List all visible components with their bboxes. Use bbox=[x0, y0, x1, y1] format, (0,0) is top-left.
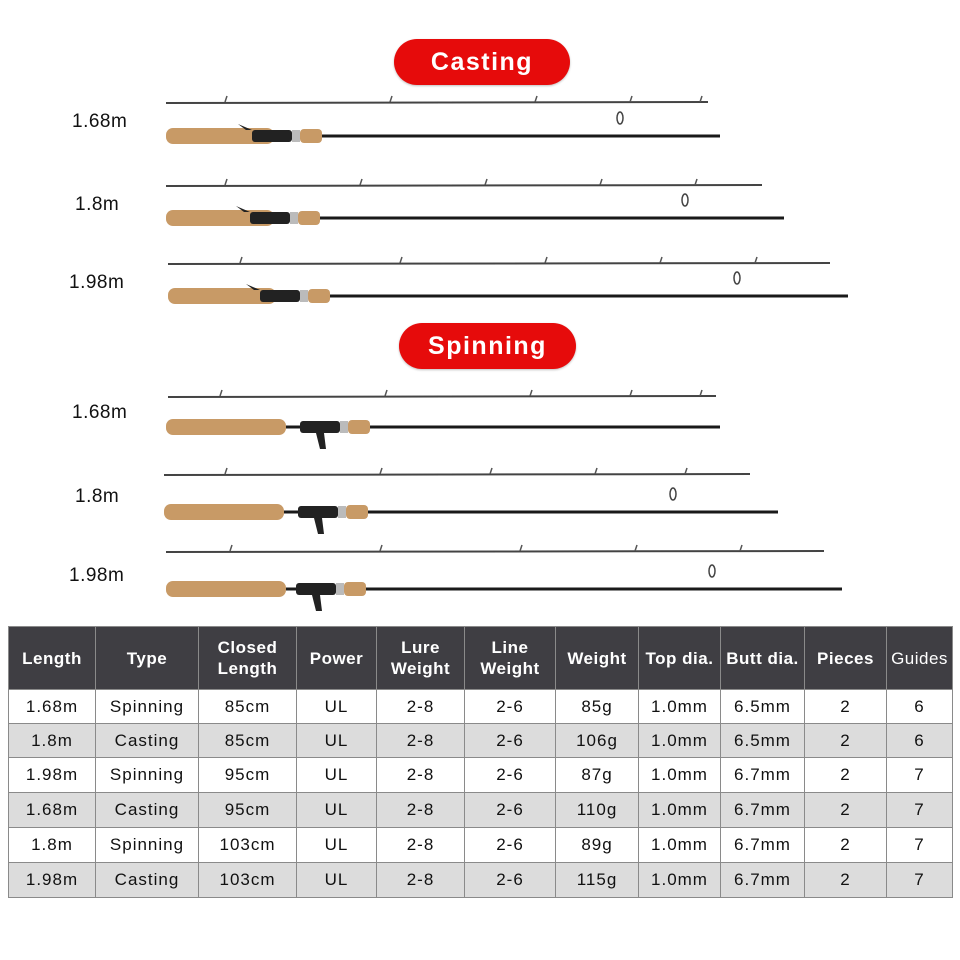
cell-top-dia: 1.0mm bbox=[639, 758, 721, 793]
cell-pieces: 2 bbox=[805, 793, 887, 828]
rod-guide bbox=[225, 96, 227, 102]
cell-weight: 85g bbox=[556, 690, 639, 724]
rod-reel-seat bbox=[298, 506, 338, 518]
rod-fore-grip bbox=[344, 582, 366, 596]
cell-weight: 87g bbox=[556, 758, 639, 793]
rod-guide-ring bbox=[617, 112, 623, 124]
rod-guide bbox=[755, 257, 757, 263]
rod-tip-section bbox=[166, 102, 708, 103]
rod-guide bbox=[600, 179, 602, 185]
rod-fore-grip bbox=[348, 420, 370, 434]
rod-fore-grip bbox=[346, 505, 368, 519]
header-lure-weight: Lure Weight bbox=[377, 627, 465, 690]
header-power: Power bbox=[297, 627, 377, 690]
cell-top-dia: 1.0mm bbox=[639, 690, 721, 724]
cell-length: 1.8m bbox=[9, 724, 96, 758]
header-pieces: Pieces bbox=[805, 627, 887, 690]
table-row bbox=[9, 828, 953, 863]
rod-winding-check bbox=[338, 506, 346, 518]
rod-tip-section bbox=[164, 474, 750, 475]
spinning-length-label-2: 1.8m bbox=[75, 486, 120, 507]
rod-guide-ring bbox=[709, 565, 715, 577]
cell-lure-weight: 2-8 bbox=[377, 863, 465, 898]
cell-closed-length: 95cm bbox=[199, 758, 297, 793]
rod-guide bbox=[530, 390, 532, 396]
rod-tip-section bbox=[166, 551, 824, 552]
rod-guide bbox=[380, 545, 382, 551]
table-row bbox=[9, 758, 953, 793]
rod-guide bbox=[360, 179, 362, 185]
spinning-section-label: Spinning bbox=[399, 323, 576, 369]
cell-guides: 6 bbox=[887, 724, 953, 758]
rod-guide bbox=[390, 96, 392, 102]
rod-fore-grip bbox=[300, 129, 322, 143]
cell-line-weight: 2-6 bbox=[465, 793, 556, 828]
spec-table-header-row bbox=[9, 627, 953, 690]
cell-butt-dia: 6.5mm bbox=[721, 690, 805, 724]
cell-guides: 7 bbox=[887, 863, 953, 898]
cell-length: 1.68m bbox=[9, 793, 96, 828]
cell-butt-dia: 6.7mm bbox=[721, 793, 805, 828]
table-row bbox=[9, 793, 953, 828]
rod-guide bbox=[490, 468, 492, 474]
cell-length: 1.98m bbox=[9, 758, 96, 793]
cell-guides: 7 bbox=[887, 758, 953, 793]
cell-closed-length: 103cm bbox=[199, 828, 297, 863]
rod-guide bbox=[595, 468, 597, 474]
cell-lure-weight: 2-8 bbox=[377, 793, 465, 828]
rod-tip-section bbox=[168, 263, 830, 264]
cell-type: Spinning bbox=[96, 690, 199, 724]
cell-butt-dia: 6.7mm bbox=[721, 758, 805, 793]
cell-power: UL bbox=[297, 793, 377, 828]
rod-guide bbox=[520, 545, 522, 551]
header-type: Type bbox=[96, 627, 199, 690]
rod-guide bbox=[225, 179, 227, 185]
rod-guide bbox=[630, 96, 632, 102]
rod-winding-check bbox=[300, 290, 308, 302]
cell-top-dia: 1.0mm bbox=[639, 793, 721, 828]
rod-guide bbox=[635, 545, 637, 551]
cell-lure-weight: 2-8 bbox=[377, 690, 465, 724]
cell-pieces: 2 bbox=[805, 863, 887, 898]
cell-lure-weight: 2-8 bbox=[377, 758, 465, 793]
rod-trigger bbox=[316, 433, 326, 449]
rod-guide bbox=[385, 390, 387, 396]
table-row bbox=[9, 863, 953, 898]
cell-closed-length: 85cm bbox=[199, 690, 297, 724]
rod-reel-seat bbox=[260, 290, 300, 302]
cell-closed-length: 85cm bbox=[199, 724, 297, 758]
rod-tip-section bbox=[168, 396, 716, 397]
cell-type: Casting bbox=[96, 724, 199, 758]
cell-butt-dia: 6.7mm bbox=[721, 863, 805, 898]
rod-cork-grip bbox=[166, 419, 286, 435]
rod-winding-check bbox=[336, 583, 344, 595]
rod-guide bbox=[630, 390, 632, 396]
cell-power: UL bbox=[297, 863, 377, 898]
cell-butt-dia: 6.7mm bbox=[721, 828, 805, 863]
cell-top-dia: 1.0mm bbox=[639, 828, 721, 863]
cell-pieces: 2 bbox=[805, 690, 887, 724]
rod-reel-seat bbox=[296, 583, 336, 595]
casting-length-label-1: 1.68m bbox=[72, 111, 128, 132]
cell-length: 1.8m bbox=[9, 828, 96, 863]
cell-power: UL bbox=[297, 758, 377, 793]
cell-top-dia: 1.0mm bbox=[639, 724, 721, 758]
rod-cork-grip bbox=[164, 504, 284, 520]
rod-cork-grip bbox=[168, 288, 276, 304]
rod-guide-ring bbox=[734, 272, 740, 284]
header-length: Length bbox=[9, 627, 96, 690]
rod-guide bbox=[225, 468, 227, 474]
cell-pieces: 2 bbox=[805, 724, 887, 758]
rod-trigger bbox=[314, 518, 324, 534]
table-row bbox=[9, 724, 953, 758]
casting-section-label: Casting bbox=[394, 39, 570, 85]
cell-type: Spinning bbox=[96, 828, 199, 863]
cell-line-weight: 2-6 bbox=[465, 724, 556, 758]
rod-guide bbox=[740, 545, 742, 551]
rod-guide bbox=[230, 545, 232, 551]
cell-pieces: 2 bbox=[805, 828, 887, 863]
rod-guide bbox=[240, 257, 242, 263]
rod-winding-check bbox=[290, 212, 298, 224]
header-butt-dia: Butt dia. bbox=[721, 627, 805, 690]
rod-guide bbox=[380, 468, 382, 474]
rod-guide bbox=[660, 257, 662, 263]
rod-guide bbox=[685, 468, 687, 474]
cell-power: UL bbox=[297, 690, 377, 724]
rod-winding-check bbox=[292, 130, 300, 142]
rod-fore-grip bbox=[298, 211, 320, 225]
cell-type: Spinning bbox=[96, 758, 199, 793]
rod-guide bbox=[400, 257, 402, 263]
rod-guide bbox=[220, 390, 222, 396]
header-weight: Weight bbox=[556, 627, 639, 690]
rod-guide bbox=[535, 96, 537, 102]
spec-table bbox=[8, 626, 953, 898]
rod-guide-ring bbox=[682, 194, 688, 206]
cell-length: 1.98m bbox=[9, 863, 96, 898]
header-top-dia: Top dia. bbox=[639, 627, 721, 690]
rod-winding-check bbox=[340, 421, 348, 433]
header-guides: Guides bbox=[887, 627, 953, 690]
cell-lure-weight: 2-8 bbox=[377, 828, 465, 863]
cell-guides: 6 bbox=[887, 690, 953, 724]
cell-lure-weight: 2-8 bbox=[377, 724, 465, 758]
rod-reel-seat bbox=[252, 130, 292, 142]
header-line-weight: Line Weight bbox=[465, 627, 556, 690]
spinning-length-label-3: 1.98m bbox=[69, 565, 125, 586]
cell-type: Casting bbox=[96, 793, 199, 828]
cell-line-weight: 2-6 bbox=[465, 690, 556, 724]
cell-weight: 106g bbox=[556, 724, 639, 758]
cell-power: UL bbox=[297, 828, 377, 863]
spinning-length-label-1: 1.68m bbox=[72, 402, 128, 423]
cell-line-weight: 2-6 bbox=[465, 863, 556, 898]
cell-line-weight: 2-6 bbox=[465, 828, 556, 863]
rod-trigger bbox=[312, 595, 322, 611]
rod-reel-seat bbox=[250, 212, 290, 224]
cell-weight: 110g bbox=[556, 793, 639, 828]
cell-closed-length: 95cm bbox=[199, 793, 297, 828]
rod-guide bbox=[695, 179, 697, 185]
rod-reel-seat bbox=[300, 421, 340, 433]
rod-guide bbox=[485, 179, 487, 185]
rod-fore-grip bbox=[308, 289, 330, 303]
cell-power: UL bbox=[297, 724, 377, 758]
rod-guide-ring bbox=[670, 488, 676, 500]
cell-top-dia: 1.0mm bbox=[639, 863, 721, 898]
cell-guides: 7 bbox=[887, 793, 953, 828]
table-row bbox=[9, 690, 953, 724]
cell-closed-length: 103cm bbox=[199, 863, 297, 898]
cell-length: 1.68m bbox=[9, 690, 96, 724]
casting-length-label-2: 1.8m bbox=[75, 194, 120, 215]
cell-butt-dia: 6.5mm bbox=[721, 724, 805, 758]
cell-pieces: 2 bbox=[805, 758, 887, 793]
rod-guide bbox=[545, 257, 547, 263]
cell-weight: 115g bbox=[556, 863, 639, 898]
cell-type: Casting bbox=[96, 863, 199, 898]
cell-guides: 7 bbox=[887, 828, 953, 863]
casting-length-label-3: 1.98m bbox=[69, 272, 125, 293]
cell-weight: 89g bbox=[556, 828, 639, 863]
header-closed-length: Closed Length bbox=[199, 627, 297, 690]
cell-line-weight: 2-6 bbox=[465, 758, 556, 793]
rod-tip-section bbox=[166, 185, 762, 186]
rod-cork-grip bbox=[166, 581, 286, 597]
